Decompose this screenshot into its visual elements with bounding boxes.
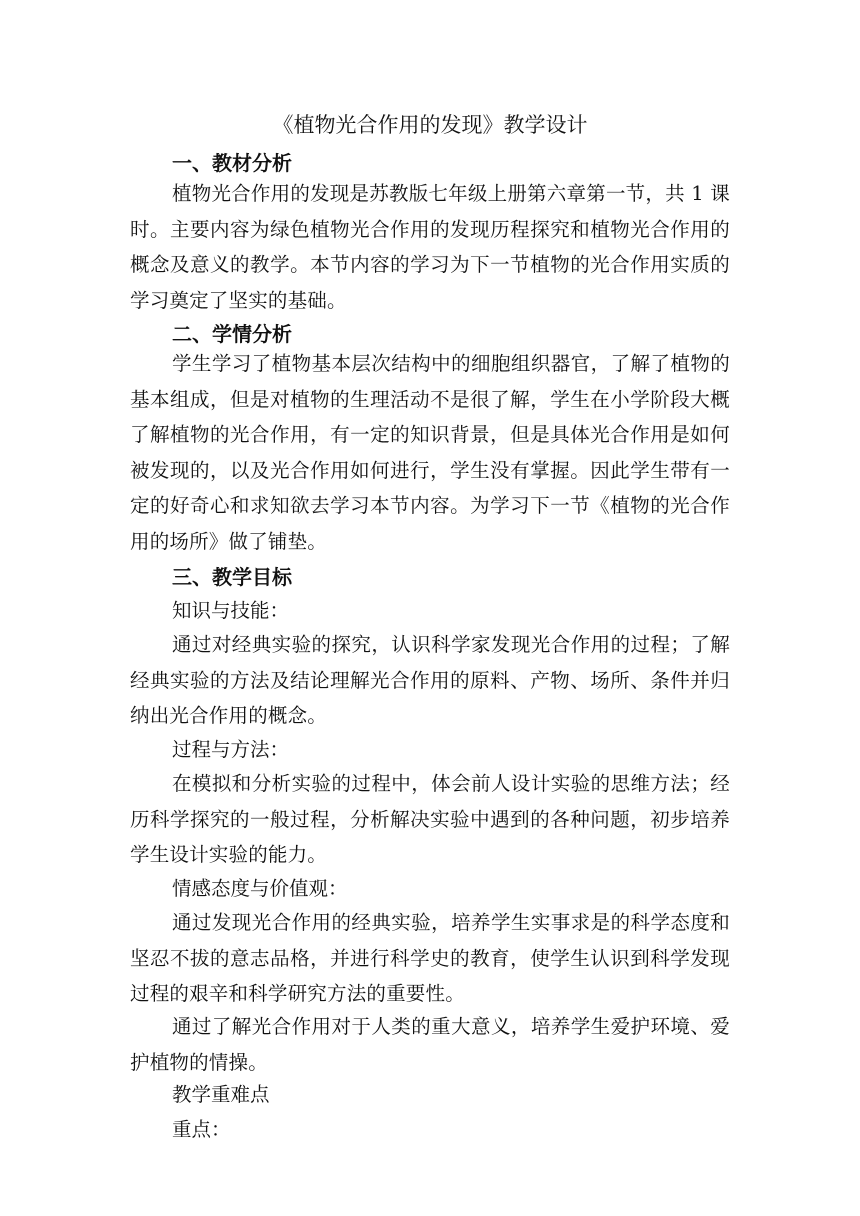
section-heading-teaching-goals: 三、教学目标: [172, 565, 292, 589]
paragraph-knowledge-skills: 通过对经典实验的探究，认识科学家发现光合作用的过程；了解经典实验的方法及结论理解光合作用的原料、产物、场所、条件并归纳出光合作用的概念。: [130, 633, 730, 727]
subheading-process-methods: 过程与方法：: [172, 738, 290, 761]
subheading-emotion-values: 情感态度与价值观：: [172, 877, 348, 900]
section-heading-student-analysis: 二、学情分析: [172, 322, 292, 346]
paragraph-textbook-analysis: 植物光合作用的发现是苏教版七年级上册第六章第一节，共 1 课时。主要内容为绿色植物光合作用的发现历程探究和植物光合作用的概念及意义的教学。本节内容的学习为下一节植物的光合作用实质的学习奠定了坚实的基础。: [130, 182, 730, 312]
subheading-key-points: 重点：: [172, 1118, 231, 1141]
paragraph-emotion-values-1: 通过发现光合作用的经典实验，培养学生实事求是的科学态度和坚忍不拔的意志品格，并进行科学史的教育，使学生认识到科学发现过程的艰辛和科学研究方法的重要性。: [130, 911, 730, 1005]
document-title: 《植物光合作用的发现》教学设计: [272, 113, 588, 137]
paragraph-emotion-values-2: 通过了解光合作用对于人类的重大意义，培养学生爱护环境、爱护植物的情操。: [130, 1015, 730, 1074]
subheading-knowledge-skills: 知识与技能：: [172, 599, 290, 622]
paragraph-student-analysis: 学生学习了植物基本层次结构中的细胞组织器官，了解了植物的基本组成，但是对植物的生理活动不是很了解，学生在小学阶段大概了解植物的光合作用，有一定的知识背景，但是具体光合作用是如何被发现的，以及光合作用如何进行，学生没有掌握。因此学生带有一定的好奇心和求知欲去学习本节内容。为学习下一节《植物的光合作用的场所》做了铺垫。: [130, 352, 730, 553]
section-heading-textbook-analysis: 一、教材分析: [172, 151, 292, 175]
paragraph-process-methods: 在模拟和分析实验的过程中，体会前人设计实验的思维方法；经历科学探究的一般过程，分析解决实验中遇到的各种问题，初步培养学生设计实验的能力。: [130, 772, 730, 866]
subheading-key-difficult-points: 教学重难点: [172, 1083, 270, 1106]
